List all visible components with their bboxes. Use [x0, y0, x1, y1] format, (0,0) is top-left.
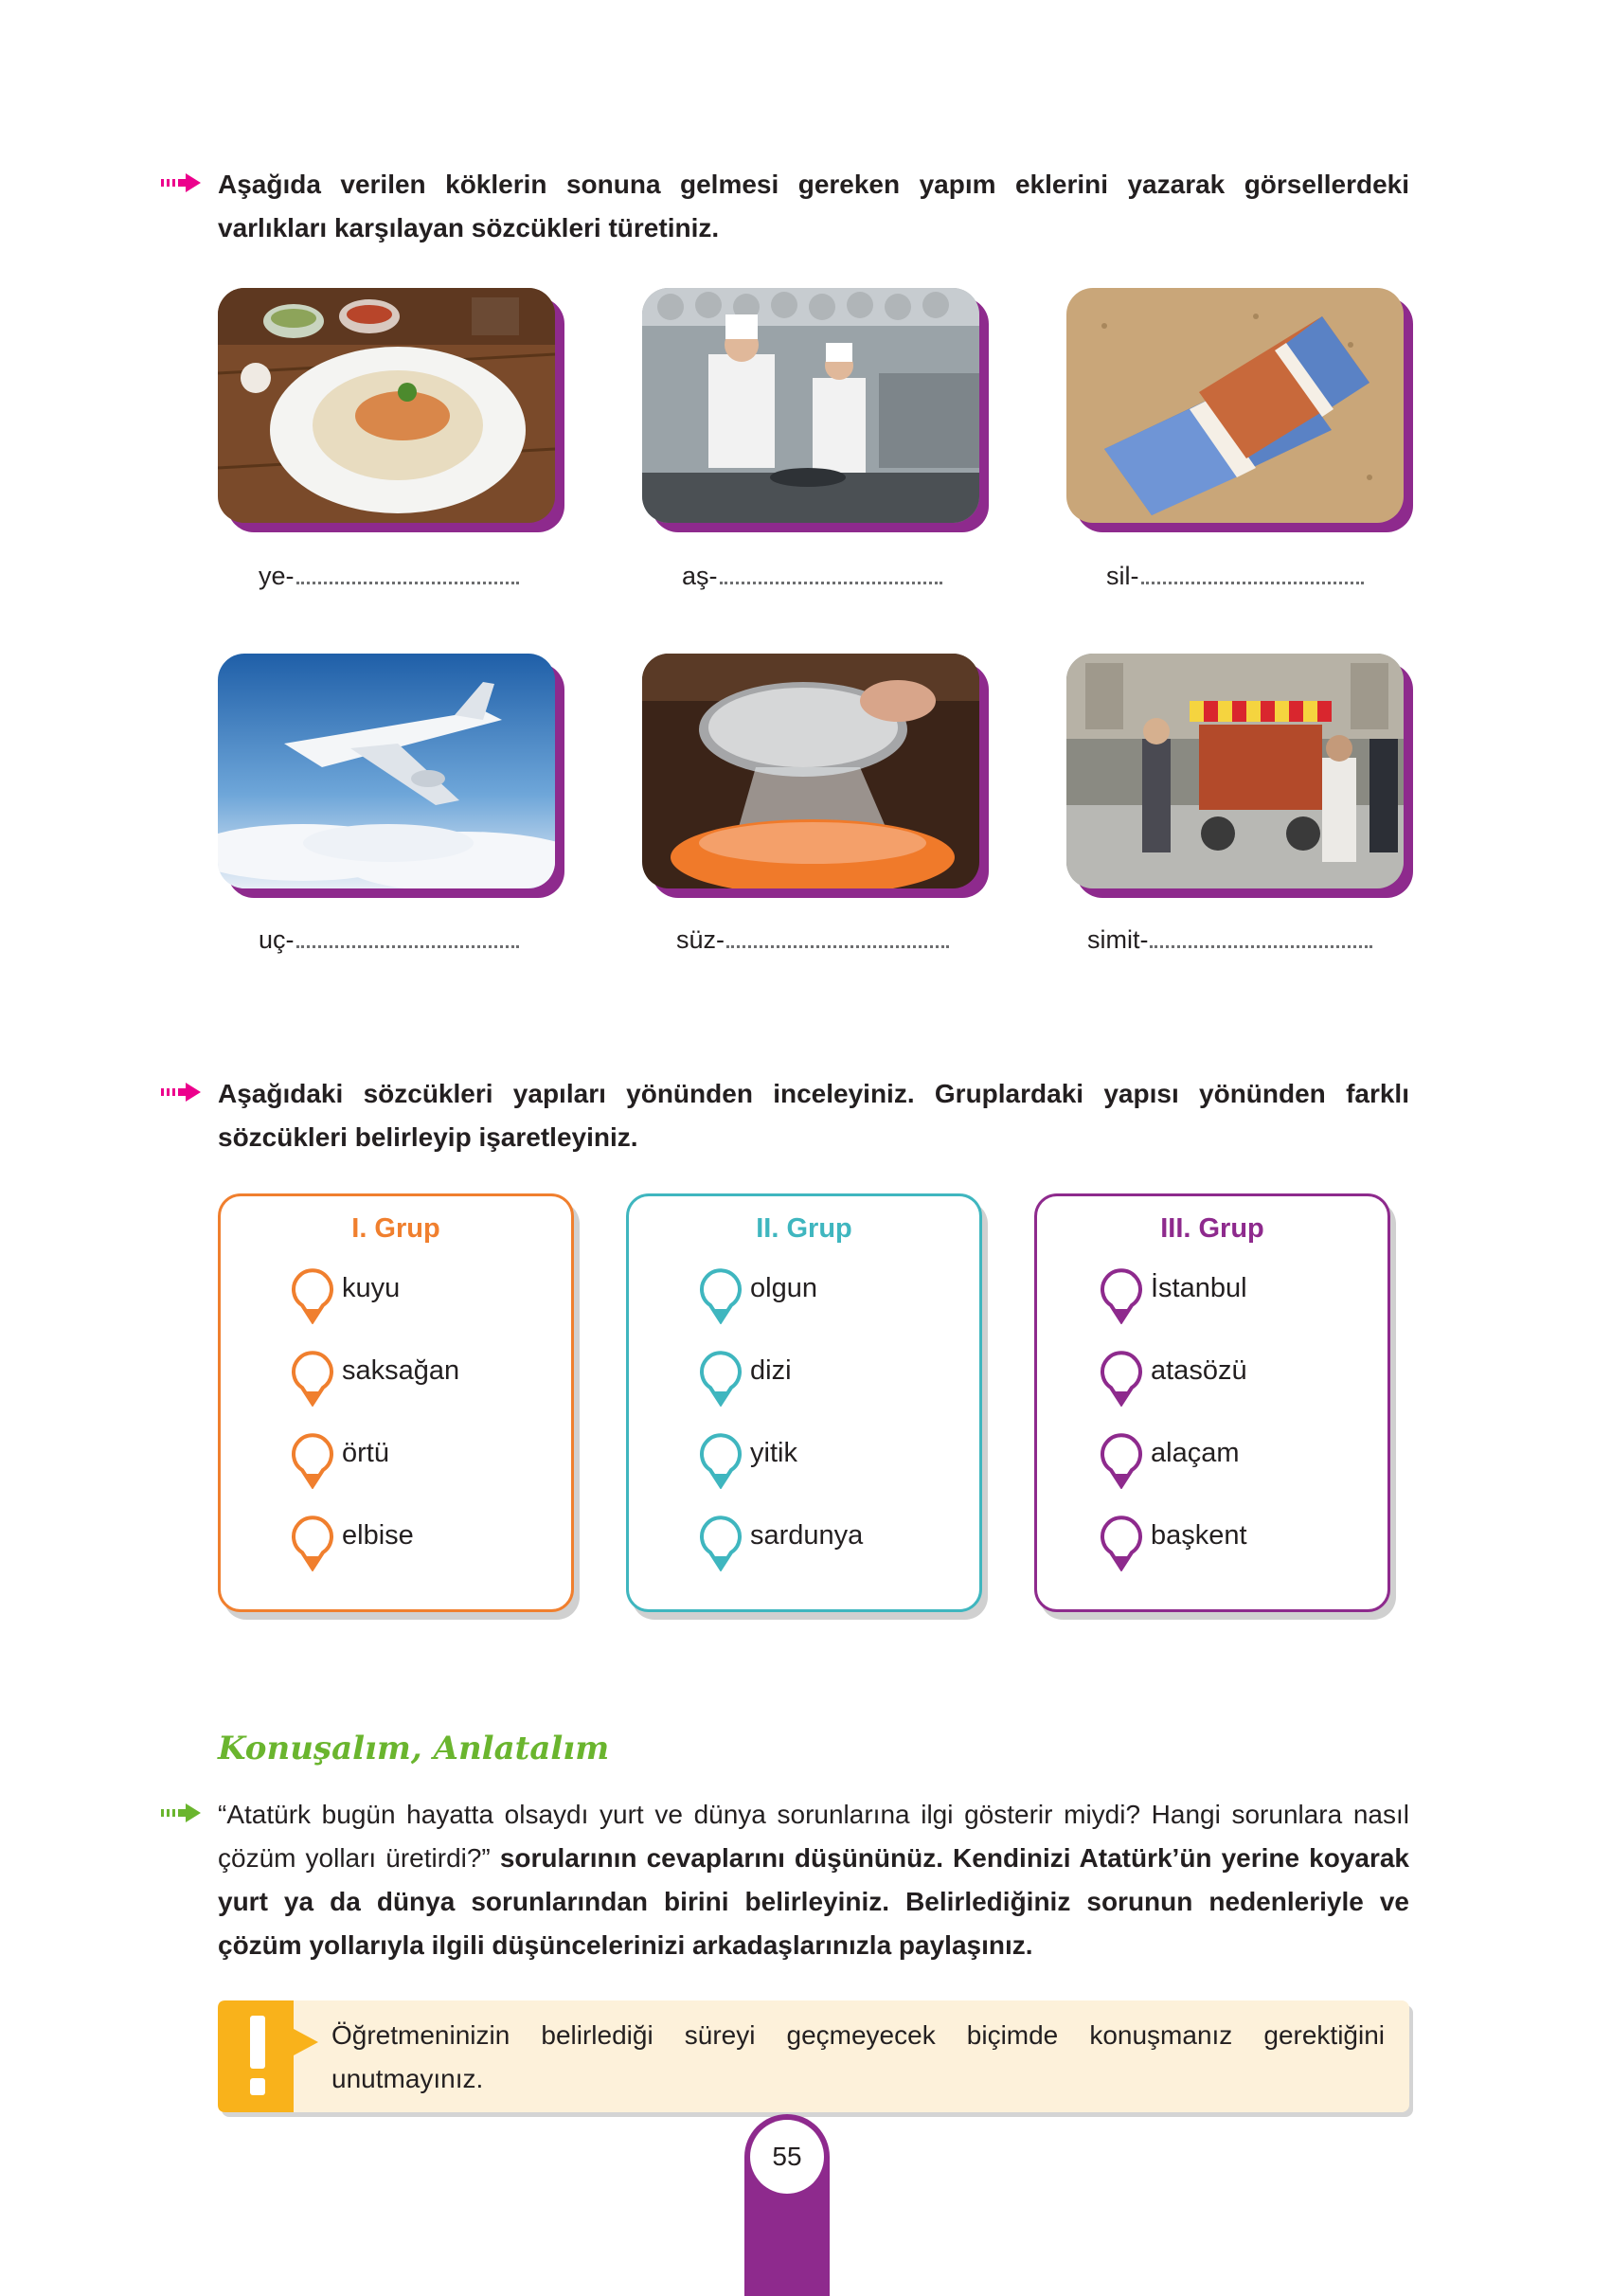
- location-pin-icon: [1100, 1267, 1143, 1324]
- chefs-in-kitchen-photo: [642, 288, 989, 532]
- word-label: atasözü: [1151, 1355, 1247, 1386]
- exercise2-instruction: Aşağıdaki sözcükleri yapıları yönünden inceleyiniz. Gruplardaki yapısı yönünden farklı sözcükleri belirleyip işaretleyiniz.: [218, 1079, 1409, 1152]
- word-option[interactable]: [291, 1267, 565, 1324]
- location-pin-icon: [699, 1515, 743, 1571]
- word-option[interactable]: [1100, 1350, 1374, 1407]
- word-option[interactable]: [291, 1350, 565, 1407]
- answer-blank[interactable]: [720, 578, 942, 584]
- arrow-bullet-icon: [161, 1803, 201, 1822]
- answer-blank[interactable]: [1141, 578, 1364, 584]
- root-label-ye: ye-: [259, 560, 519, 592]
- root-label-as: aş-: [682, 560, 942, 592]
- group-title: III. Grup: [1160, 1213, 1264, 1244]
- word-label: İstanbul: [1151, 1273, 1247, 1303]
- word-label: örtü: [342, 1438, 389, 1468]
- exercise1-instruction: Aşağıda verilen köklerin sonuna gelmesi gereken yapım eklerini yazarak görsellerdeki varlıkları karşılayan sözcükleri türetiniz.: [218, 170, 1409, 242]
- word-label: sardunya: [750, 1520, 864, 1551]
- word-label: olgun: [750, 1273, 817, 1303]
- group-title: I. Grup: [351, 1213, 440, 1244]
- location-pin-icon: [1100, 1350, 1143, 1407]
- word-option[interactable]: [699, 1350, 974, 1407]
- root-label-simit: simit-: [1087, 924, 1372, 956]
- root-label-sil: sil-: [1106, 560, 1364, 592]
- arrow-bullet-icon: [161, 173, 201, 192]
- group-title: II. Grup: [756, 1213, 852, 1244]
- location-pin-icon: [291, 1267, 334, 1324]
- simit-cart-photo: [1066, 654, 1413, 898]
- arrow-bullet-icon: [161, 1083, 201, 1102]
- note-box: [218, 2000, 1409, 2112]
- location-pin-icon: [699, 1267, 743, 1324]
- word-option[interactable]: [1100, 1267, 1374, 1324]
- exclamation-icon: [218, 2000, 322, 2112]
- airplane-photo: [218, 654, 564, 898]
- root-label-suz: süz-: [676, 924, 949, 956]
- location-pin-icon: [1100, 1432, 1143, 1489]
- sieve-flour-photo: [642, 654, 989, 898]
- location-pin-icon: [291, 1350, 334, 1407]
- location-pin-icon: [1100, 1515, 1143, 1571]
- section-heading: Konuşalım, Anlatalım: [218, 1730, 610, 1767]
- group-box-3: [1034, 1193, 1390, 1612]
- erasers-photo: [1066, 288, 1413, 532]
- word-label: alaçam: [1151, 1438, 1240, 1468]
- word-label: dizi: [750, 1355, 792, 1386]
- word-label: kuyu: [342, 1273, 401, 1303]
- word-label: yitik: [750, 1438, 797, 1468]
- answer-blank[interactable]: [726, 942, 949, 948]
- group-box-2: [626, 1193, 982, 1612]
- plate-of-manti-photo: [218, 288, 564, 532]
- page-number: 55: [772, 2142, 802, 2171]
- answer-blank[interactable]: [1150, 942, 1372, 948]
- answer-blank[interactable]: [296, 578, 519, 584]
- word-option[interactable]: [699, 1432, 974, 1489]
- word-option[interactable]: [291, 1515, 565, 1571]
- note-text: Öğretmeninizin belirlediği süreyi geçmeyecek biçimde konuşmanız gerektiğini unutmayınız.: [331, 2020, 1385, 2093]
- location-pin-icon: [699, 1432, 743, 1489]
- word-label: saksağan: [342, 1355, 460, 1386]
- speaking-paragraph: [218, 1793, 1409, 1967]
- word-option[interactable]: [1100, 1515, 1374, 1571]
- speaking-quote: “Atatürk bugün hayatta olsaydı yurt ve dünya sorunlarına ilgi gösterir miydi? Hangi sorunlara nasıl çözüm yolları üretirdi?”: [218, 1800, 1409, 1873]
- word-label: başkent: [1151, 1520, 1247, 1551]
- word-option[interactable]: [699, 1515, 974, 1571]
- word-option[interactable]: [1100, 1432, 1374, 1489]
- location-pin-icon: [291, 1515, 334, 1571]
- location-pin-icon: [291, 1432, 334, 1489]
- word-option[interactable]: [291, 1432, 565, 1489]
- answer-blank[interactable]: [296, 942, 519, 948]
- word-label: elbise: [342, 1520, 414, 1551]
- location-pin-icon: [699, 1350, 743, 1407]
- root-label-uc: uç-: [259, 924, 519, 956]
- group-box-1: [218, 1193, 574, 1612]
- speaking-task: sorularının cevaplarını düşününüz. Kendinizi Atatürk’ün yerine koyarak yurt ya da dünya sorunlarından birini belirleyiniz. Belirlediğiniz sorunun nedenleriyle ve çözüm yollarıyla ilgili düşüncelerinizi arkadaşlarınızla paylaşınız.: [218, 1843, 1409, 1960]
- word-option[interactable]: [699, 1267, 974, 1324]
